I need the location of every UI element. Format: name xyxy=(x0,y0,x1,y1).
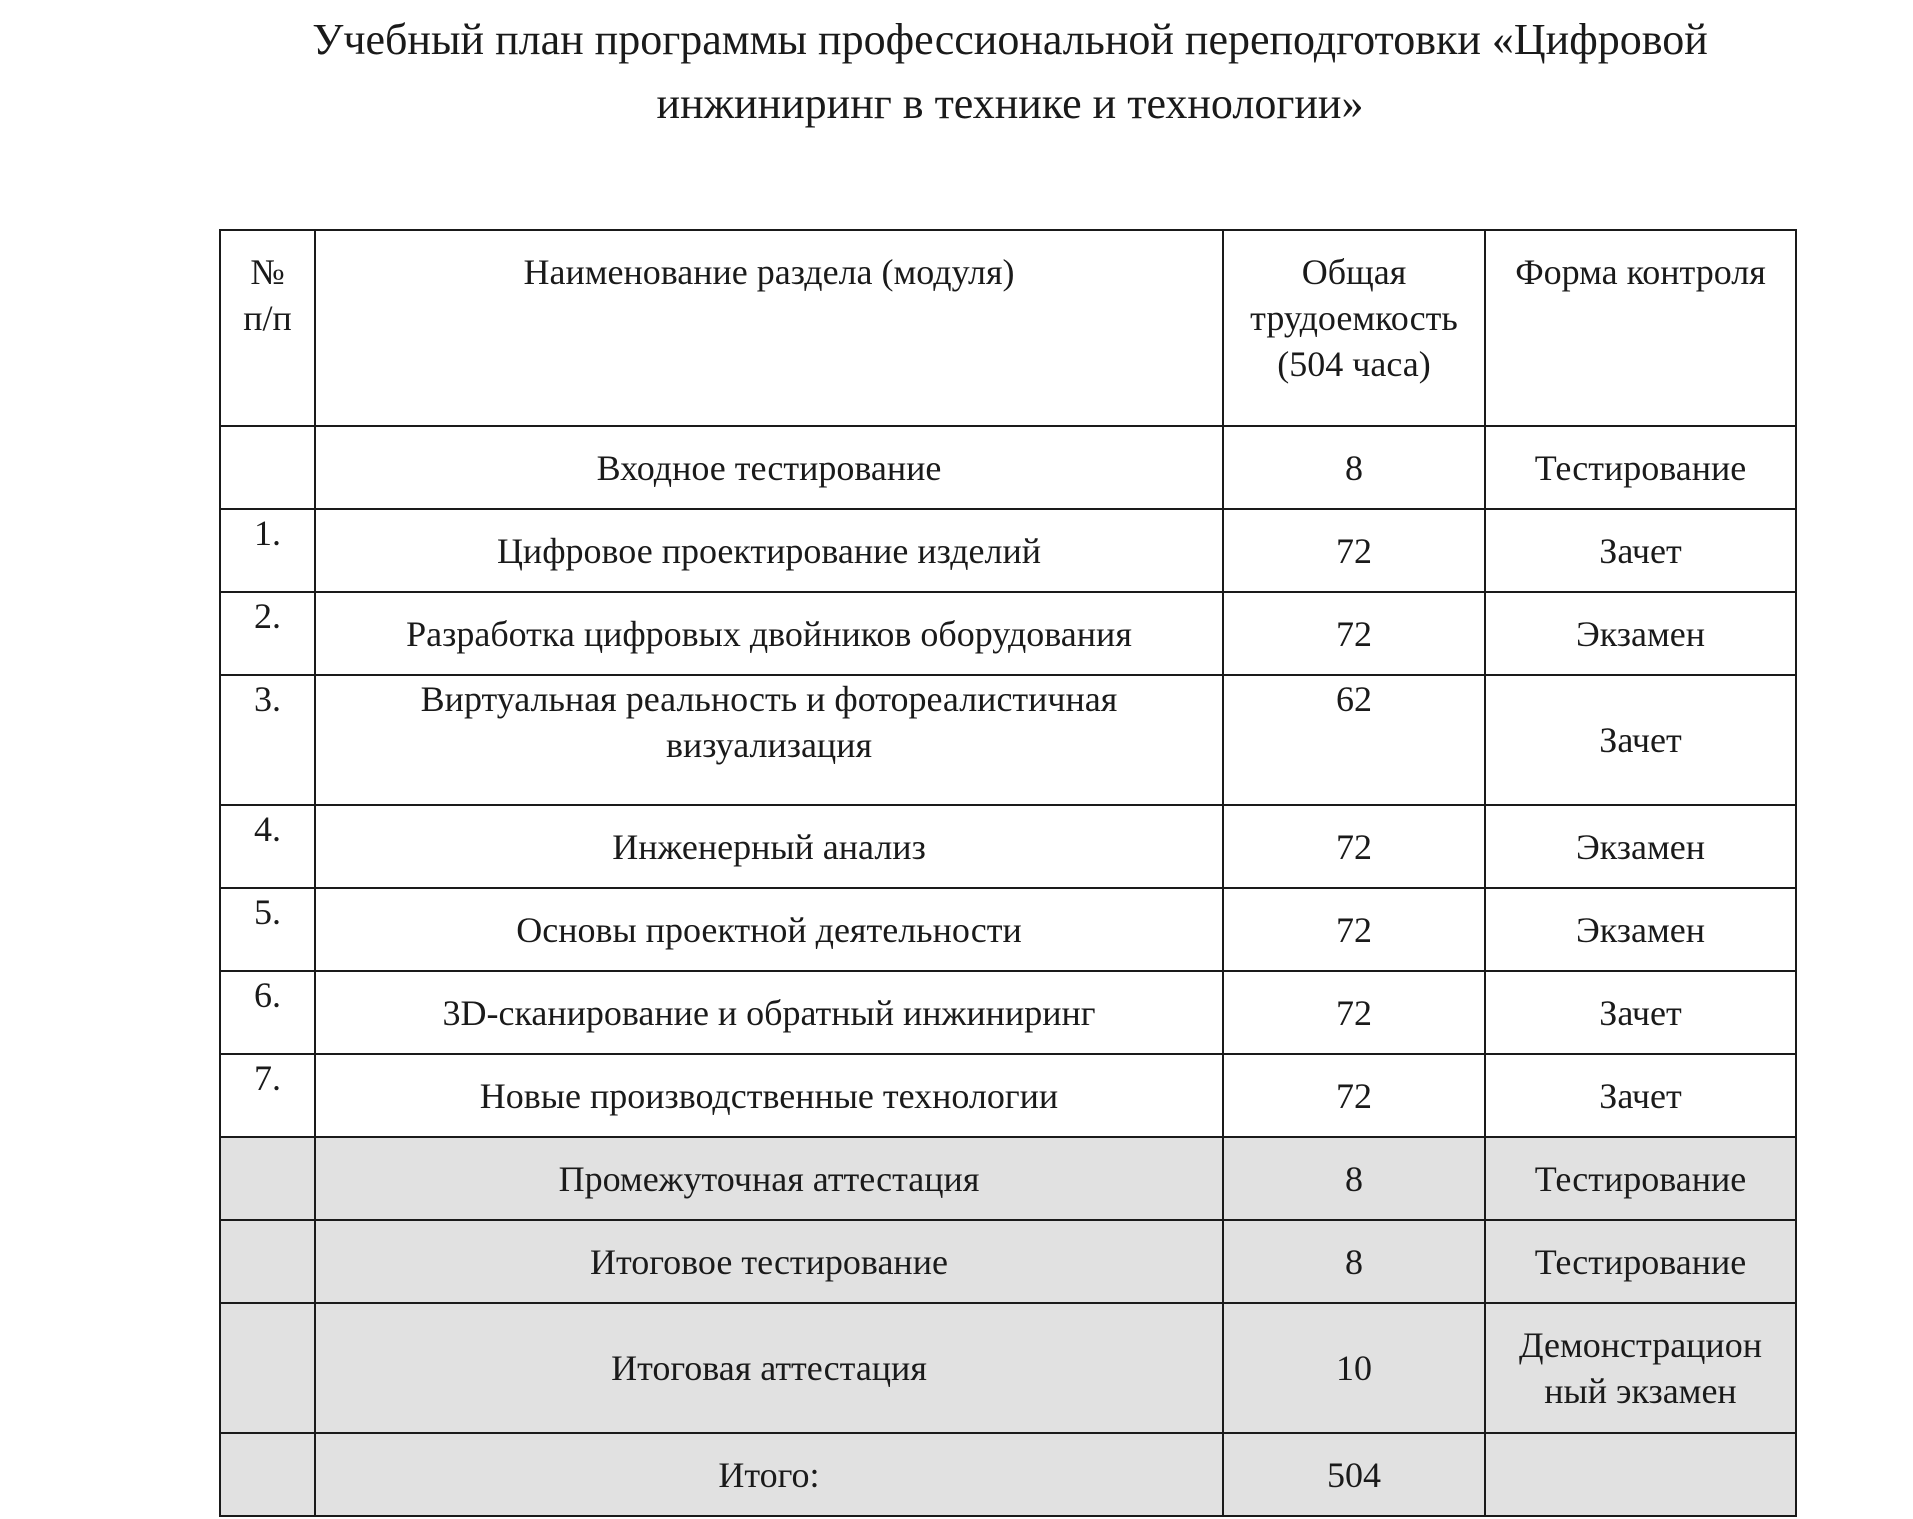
title-line-1: Учебный план программы профессиональной переподготовки «Цифровой xyxy=(312,15,1708,64)
row-form-line-2: ный экзамен xyxy=(1544,1371,1737,1411)
row-form xyxy=(1485,1433,1796,1516)
header-hours-line-1: Общая xyxy=(1301,252,1407,292)
header-hours-line-2: трудоемкость xyxy=(1250,298,1458,338)
row-num xyxy=(220,1137,315,1220)
row-form: Экзамен xyxy=(1485,592,1796,675)
row-name: Входное тестирование xyxy=(315,426,1223,509)
row-num: 1. xyxy=(220,509,315,592)
row-hours: 72 xyxy=(1223,592,1485,675)
row-num xyxy=(220,1433,315,1516)
row-name xyxy=(315,675,1223,805)
row-form-line-1: Демонстрацион xyxy=(1519,1325,1762,1365)
header-form: Форма контроля xyxy=(1485,230,1796,426)
row-name: Итого: xyxy=(315,1433,1223,1516)
table-row xyxy=(220,675,1796,805)
row-name: Цифровое проектирование изделий xyxy=(315,509,1223,592)
row-form: Зачет xyxy=(1485,1054,1796,1137)
row-form: Экзамен xyxy=(1485,888,1796,971)
row-num: 4. xyxy=(220,805,315,888)
table-header-row xyxy=(220,230,1796,426)
header-num-line-1: № xyxy=(250,252,285,292)
row-hours: 72 xyxy=(1223,971,1485,1054)
header-hours xyxy=(1223,230,1485,426)
header-num xyxy=(220,230,315,426)
row-hours: 62 xyxy=(1223,675,1485,805)
row-hours: 72 xyxy=(1223,805,1485,888)
row-form: Тестирование xyxy=(1485,1137,1796,1220)
row-hours: 10 xyxy=(1223,1303,1485,1433)
row-hours: 72 xyxy=(1223,509,1485,592)
page-title xyxy=(200,8,1820,136)
table-row xyxy=(220,509,1796,592)
table-row xyxy=(220,426,1796,509)
header-name: Наименование раздела (модуля) xyxy=(315,230,1223,426)
row-hours: 8 xyxy=(1223,1137,1485,1220)
row-form: Тестирование xyxy=(1485,426,1796,509)
row-name: Основы проектной деятельности xyxy=(315,888,1223,971)
row-form xyxy=(1485,1303,1796,1433)
row-name: Разработка цифровых двойников оборудования xyxy=(315,592,1223,675)
row-num: 2. xyxy=(220,592,315,675)
row-form: Тестирование xyxy=(1485,1220,1796,1303)
table-row-total xyxy=(220,1433,1796,1516)
row-name: Промежуточная аттестация xyxy=(315,1137,1223,1220)
row-num: 7. xyxy=(220,1054,315,1137)
curriculum-table xyxy=(219,229,1797,1517)
row-form: Зачет xyxy=(1485,675,1796,805)
row-hours: 72 xyxy=(1223,1054,1485,1137)
row-num xyxy=(220,1303,315,1433)
header-hours-line-3: (504 часа) xyxy=(1277,344,1431,384)
table-row xyxy=(220,1054,1796,1137)
row-name-line-1: Виртуальная реальность и фотореалистичная xyxy=(420,679,1118,719)
row-name: Новые производственные технологии xyxy=(315,1054,1223,1137)
row-form: Зачет xyxy=(1485,971,1796,1054)
row-name: Итоговая аттестация xyxy=(315,1303,1223,1433)
row-hours: 8 xyxy=(1223,426,1485,509)
row-form: Зачет xyxy=(1485,509,1796,592)
row-name: Итоговое тестирование xyxy=(315,1220,1223,1303)
row-hours: 8 xyxy=(1223,1220,1485,1303)
table-row xyxy=(220,888,1796,971)
row-num xyxy=(220,1220,315,1303)
table-row xyxy=(220,1220,1796,1303)
row-hours: 504 xyxy=(1223,1433,1485,1516)
row-hours: 72 xyxy=(1223,888,1485,971)
table-row xyxy=(220,971,1796,1054)
row-form: Экзамен xyxy=(1485,805,1796,888)
table-row xyxy=(220,1137,1796,1220)
row-num xyxy=(220,426,315,509)
table-row xyxy=(220,1303,1796,1433)
row-num: 3. xyxy=(220,675,315,805)
table-row xyxy=(220,592,1796,675)
row-name-line-2: визуализация xyxy=(665,725,873,765)
row-name: 3D-сканирование и обратный инжиниринг xyxy=(315,971,1223,1054)
row-num: 5. xyxy=(220,888,315,971)
title-line-2: инжиниринг в технике и технологии» xyxy=(656,79,1364,128)
row-num: 6. xyxy=(220,971,315,1054)
header-num-line-2: п/п xyxy=(243,298,292,338)
row-name: Инженерный анализ xyxy=(315,805,1223,888)
table-row xyxy=(220,805,1796,888)
